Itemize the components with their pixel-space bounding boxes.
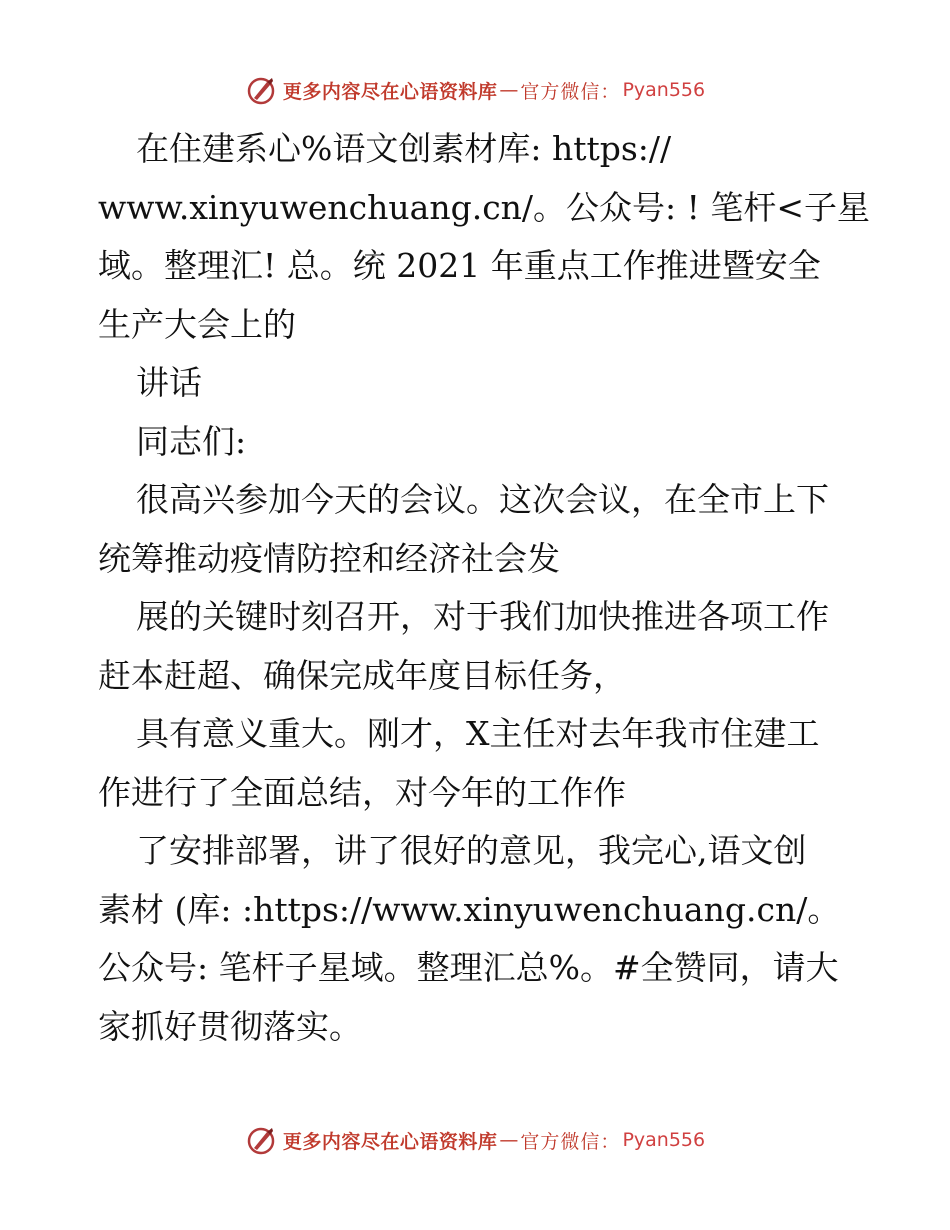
body-line: 展的关键时刻召开，对于我们加快推进各项工作 — [136, 597, 829, 636]
body-line: 统筹推动疫情防控和经济社会发 — [98, 538, 560, 578]
body-line: 生产大会上的 — [98, 304, 296, 344]
body-line: 作进行了全面总结，对今年的工作作 — [98, 772, 626, 812]
document-body — [98, 120, 871, 1056]
watermark-wechat-id: Pyan556 — [622, 79, 706, 101]
watermark-dash: — — [499, 1129, 519, 1151]
watermark-sub-text: 官方微信： — [520, 80, 621, 103]
watermark-wechat-id: Pyan556 — [622, 1129, 706, 1151]
document-title-line: 讲话 — [136, 363, 202, 402]
salutation-line: 同志们: — [136, 421, 247, 461]
footer-watermark — [0, 1122, 950, 1158]
body-line: 公众号: 笔杆子星域。整理汇总%。#全赞同，请大 — [98, 948, 839, 987]
body-line: www.xinyuwenchuang.cn/。公众号: ! 笔杆<子星 — [98, 187, 871, 227]
watermark-main-text: 更多内容尽在心语资料库 — [282, 1130, 498, 1153]
body-line: 了安排部署，讲了很好的意见，我完心,语文创 — [136, 831, 807, 870]
quill-pen-circle-icon — [245, 1124, 277, 1156]
quill-pen-circle-icon — [245, 74, 277, 106]
watermark-sub-text: 官方微信： — [520, 1130, 621, 1153]
body-line: 很高兴参加今天的会议。这次会议，在全市上下 — [136, 480, 829, 519]
body-line: 素材 (库: :https://www.xinyuwenchuang.cn/。 — [98, 889, 841, 929]
header-watermark — [0, 72, 950, 108]
watermark-dash: — — [499, 79, 519, 101]
body-line: 域。整理汇! 总。统 2021 年重点工作推进暨安全 — [98, 246, 821, 285]
body-line: 在住建系心%语文创素材库: https:// — [136, 129, 672, 168]
body-line: 赶本赶超、确保完成年度目标任务， — [98, 655, 626, 695]
watermark-main-text: 更多内容尽在心语资料库 — [282, 80, 498, 103]
body-line: 具有意义重大。刚才，X主任对去年我市住建工 — [136, 714, 820, 753]
body-line: 家抓好贯彻落实。 — [98, 1006, 362, 1046]
